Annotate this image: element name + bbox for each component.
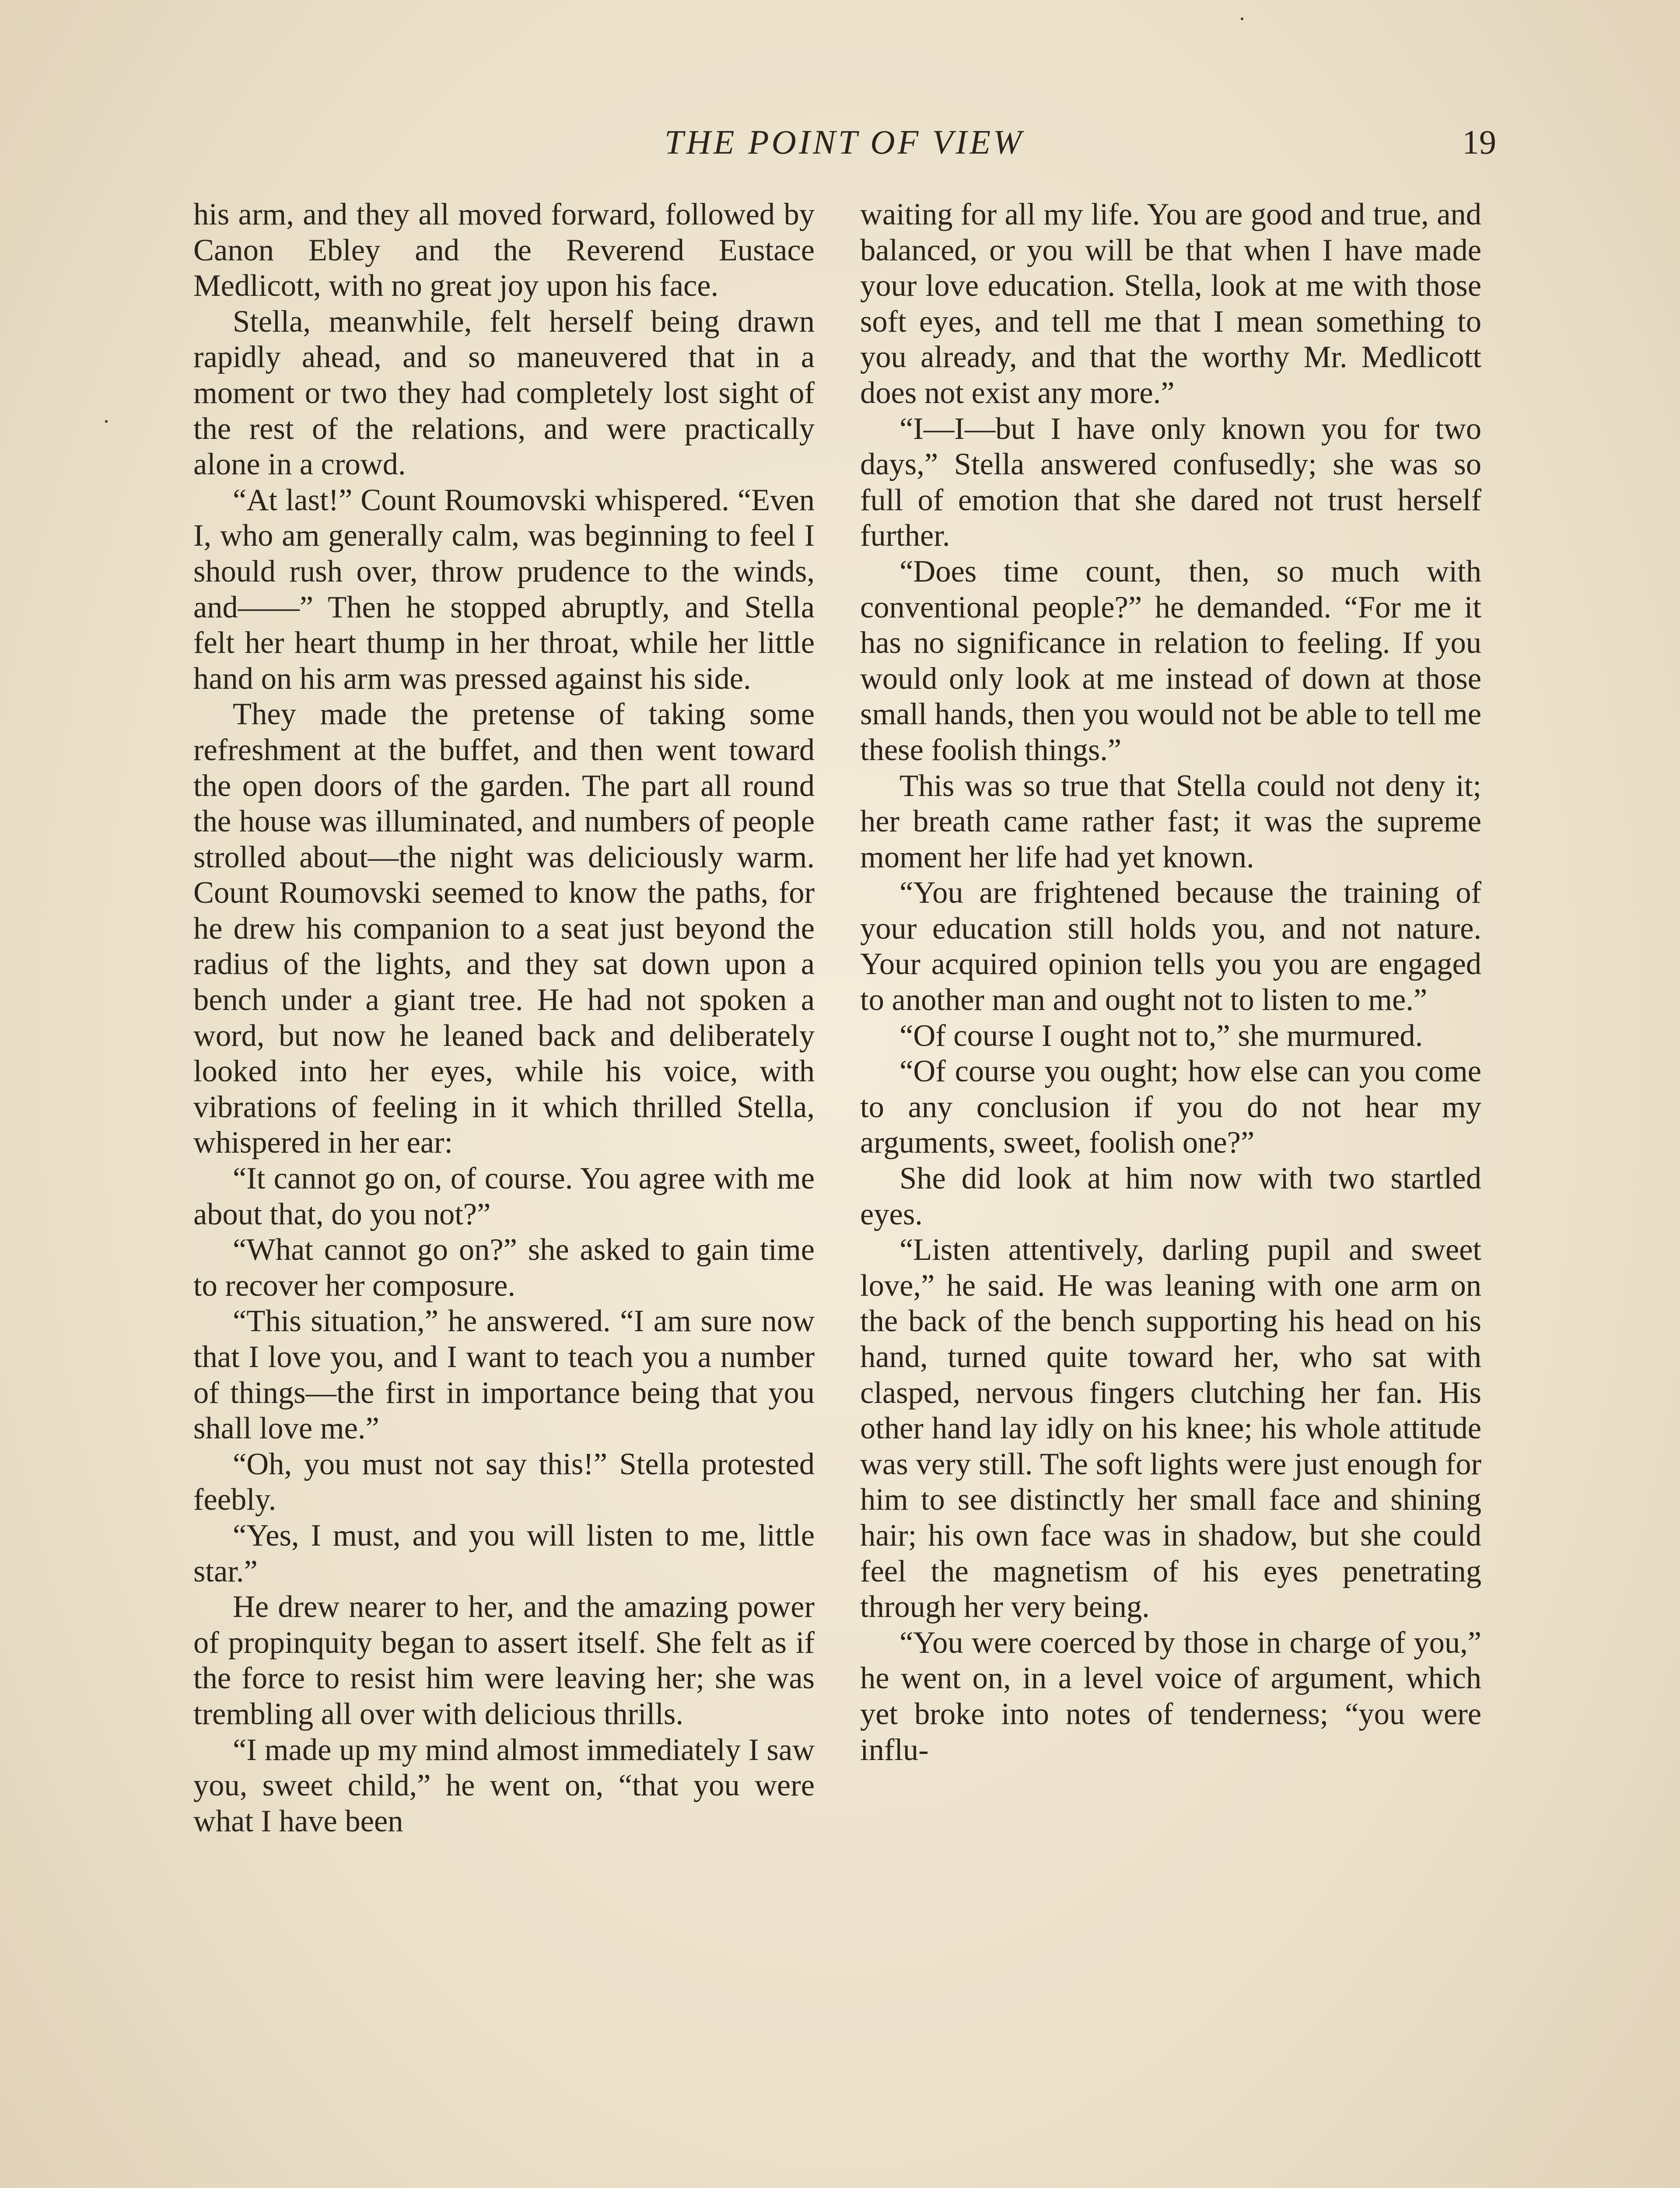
paragraph: They made the pretense of taking some refreshment at the buffet, and then went toward the open doors of the garden. The part all round the house was illuminated, and numbers of people strolled about—the night was deliciously warm. Count Roumovski seemed to know the paths, for he drew his companion to a seat just beyond the radius of the lights, and they sat down upon a bench under a giant tree. He had not spoken a word, but now he leaned back and deliberately looked into her eyes, while his voice, with vibrations of feeling in it which thrilled Stella, whispered in her ear: [193, 697, 815, 1160]
paper-speck [105, 420, 108, 423]
right-column [860, 197, 1481, 1768]
paragraph: waiting for all my life. You are good and true, and balanced, or you will be that when I have made your love education. Stella, look at me with those soft eyes, and tell me that I mean something to you already, and that the worthy Mr. Medlicott does not exist any more.” [860, 197, 1481, 410]
paragraph: “I—I—but I have only known you for two days,” Stella answered confusedly; she was so full of emotion that she dared not trust herself further. [860, 411, 1481, 553]
paragraph: “It cannot go on, of course. You agree with me about that, do you not?” [193, 1161, 815, 1231]
paragraph: “Oh, you must not say this!” Stella protested feebly. [193, 1447, 815, 1517]
paragraph: “Listen attentively, darling pupil and sweet love,” he said. He was leaning with one arm on the back of the bench supporting his head on his hand, turned quite toward her, who sat with clasped, nervous fingers clutching her fan. His other hand lay idly on his knee; his whole attitude was very still. The soft lights were just enough for him to see distinctly her small face and shining hair; his own face was in shadow, but she could feel the magnetism of his eyes penetrating through her very being. [860, 1233, 1481, 1624]
paragraph: “Does time count, then, so much with conventional people?” he demanded. “For me it has no significance in relation to feeling. If you would only look at me instead of down at those small hands, then you would not be able to tell me these foolish things.” [860, 554, 1481, 767]
running-title: THE POINT OF VIEW [664, 123, 1024, 161]
paragraph: She did look at him now with two startled eyes. [860, 1161, 1481, 1231]
paper-speck [1241, 18, 1243, 20]
paragraph: This was so true that Stella could not deny it; her breath came rather fast; it was the supreme moment her life had yet known. [860, 768, 1481, 874]
paragraph: Stella, meanwhile, felt herself being drawn rapidly ahead, and so maneuvered that in a moment or two they had completely lost sight of the rest of the relations, and were practically alone in a crowd. [193, 304, 815, 482]
paragraph: “This situation,” he answered. “I am sure now that I love you, and I want to teach you a number of things—the first in importance being that you shall love me.” [193, 1304, 815, 1446]
paragraph: “You were coerced by those in charge of you,” he went on, in a level voice of argument, which yet broke into notes of tenderness; “you were influ- [860, 1625, 1481, 1767]
paragraph: “At last!” Count Roumovski whispered. “Even I, who am generally calm, was beginning to feel I should rush over, throw prudence to the winds, and——” Then he stopped abruptly, and Stella felt her heart thump in her throat, while her little hand on his arm was pressed against his side. [193, 483, 815, 696]
paragraph: “Of course you ought; how else can you come to any conclusion if you do not hear my arguments, sweet, foolish one?” [860, 1054, 1481, 1160]
paragraph: “You are frightened because the training of your education still holds you, and not nature. Your acquired opinion tells you you are engaged to another man and ought not to listen to me.” [860, 876, 1481, 1017]
page-header [192, 118, 1496, 166]
paragraph: his arm, and they all moved forward, followed by Canon Ebley and the Reverend Eustace Medlicott, with no great joy upon his face. [193, 197, 815, 303]
paragraph: He drew nearer to her, and the amazing power of propinquity began to assert itself. She felt as if the force to resist him were leaving her; she was trembling all over with delicious thrills. [193, 1590, 815, 1731]
paragraph: “What cannot go on?” she asked to gain time to recover her composure. [193, 1233, 815, 1303]
paragraph: “Of course I ought not to,” she murmured. [900, 1018, 1423, 1053]
left-column [193, 197, 815, 1839]
page-number: 19 [1462, 123, 1496, 161]
paragraph: “I made up my mind almost immediately I saw you, sweet child,” he went on, “that you were what I have been [193, 1732, 815, 1838]
paragraph: “Yes, I must, and you will listen to me, little star.” [193, 1518, 815, 1588]
